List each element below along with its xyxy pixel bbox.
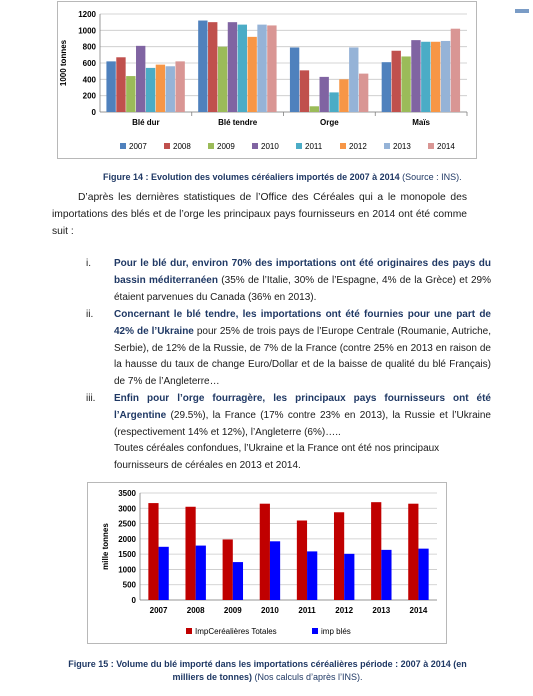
bar-impceréalières-totales [223, 539, 233, 600]
closing-paragraph [114, 441, 488, 475]
bar-2010 [136, 46, 145, 112]
y-tick-label: 3000 [118, 504, 136, 514]
legend-label: 2013 [393, 142, 411, 151]
bar-2011 [146, 68, 155, 112]
category-label: 2013 [372, 606, 391, 615]
list-item-number: iii. [86, 393, 96, 404]
category-label: 2014 [409, 606, 428, 615]
bar-2013 [349, 47, 358, 112]
figure14-chart [57, 1, 477, 159]
y-tick-label: 1500 [118, 550, 136, 560]
figure15-caption-title-2: milliers de tonnes) [172, 672, 252, 682]
intro-text: D’après les dernières statistiques de l’Office des Céréales qui a le monopole des importations des blés et de l’orge les principaux pays fournisseurs en 2014 ont été comme suit : [52, 192, 467, 237]
bar-impceréalières-totales [260, 504, 270, 600]
bar-2009 [218, 47, 227, 112]
figure15-caption-source: (Nos calculs d’après l’INS). [252, 672, 363, 682]
bar-2010 [411, 40, 420, 112]
bar-2009 [310, 106, 319, 112]
category-label: Orge [320, 118, 339, 127]
legend-label: 2007 [129, 142, 147, 151]
bar-2011 [238, 25, 247, 112]
y-tick-label: 1000 [78, 26, 96, 36]
legend-swatch [164, 143, 170, 149]
bar-2007 [106, 61, 115, 112]
list-item-text: (29.5%), la France (17% contre 23% en 2013), la Russie et l’Ukraine (respectivement 14% et 12%), l’Angleterre (6%)….. [114, 409, 491, 438]
legend-swatch [340, 143, 346, 149]
category-label: 2009 [223, 606, 242, 615]
legend-swatch [186, 628, 192, 634]
y-axis-title: 1000 tonnes [59, 39, 68, 87]
legend-swatch [384, 143, 390, 149]
bar-impceréalières-totales [371, 502, 381, 600]
bar-imp-blés [270, 541, 280, 600]
list-item-text: pour 25% de trois pays de l’Europe Centrale (Roumanie, Autriche, Serbie), de 12% de la Russie, de 7% de la France (contre 25% en 2013 en raison de la hausse du taux de change Euro/Dollar et de la baisse de qualité du blé Français) de 7% de l’Angleterre… [114, 325, 491, 388]
y-tick-label: 200 [82, 91, 96, 101]
bar-impceréalières-totales [185, 507, 195, 600]
bar-2011 [421, 42, 430, 112]
legend-swatch [312, 628, 318, 634]
legend-swatch [208, 143, 214, 149]
bar-2014 [451, 29, 460, 112]
category-label: Blé dur [132, 118, 160, 127]
bar-2008 [116, 57, 125, 112]
bar-2010 [320, 77, 329, 112]
bar-2009 [126, 76, 135, 112]
bar-2007 [382, 62, 391, 112]
bar-2012 [156, 65, 165, 112]
y-tick-label: 3500 [118, 489, 136, 498]
legend-label: imp blés [321, 627, 351, 636]
logo [515, 0, 529, 4]
legend-swatch [296, 143, 302, 149]
y-tick-label: 500 [122, 580, 136, 590]
bar-imp-blés [381, 550, 391, 600]
bar-impceréalières-totales [148, 503, 158, 600]
bar-2009 [401, 56, 410, 112]
bar-2008 [208, 22, 217, 112]
y-tick-label: 800 [82, 42, 96, 52]
bar-imp-blés [344, 554, 354, 600]
bar-imp-blés [418, 549, 428, 600]
y-tick-label: 2000 [118, 534, 136, 544]
legend-swatch [120, 143, 126, 149]
bar-2013 [166, 66, 175, 112]
bar-2008 [392, 51, 401, 112]
y-tick-label: 2500 [118, 519, 136, 529]
y-tick-label: 1200 [78, 10, 96, 19]
list-item-highlight: Enfin pour l’orge fourragère, les principaux pays fournisseurs ont été l’Argentine [114, 393, 491, 421]
category-label: 2010 [261, 606, 279, 615]
bar-2013 [257, 25, 266, 112]
category-label: 2012 [335, 606, 354, 615]
legend-swatch [252, 143, 258, 149]
bar-impceréalières-totales [334, 512, 344, 600]
list-item-highlight: Pour le blé dur, environ 70% des importations ont été originaires des pays du bassin méditerranéen [114, 258, 491, 286]
list-item-text: (35% de l’Italie, 30% de l’Espagne, 4% de la Grèce) et 29% étaient parvenues du Canada (36% en 2013). [114, 274, 492, 303]
category-label: Maïs [412, 118, 431, 127]
bar-2014 [267, 25, 276, 112]
bar-impceréalières-totales [408, 504, 418, 600]
category-label: 2008 [186, 606, 205, 615]
bar-imp-blés [233, 562, 243, 600]
bar-2010 [228, 22, 237, 112]
legend-label: 2010 [261, 142, 279, 151]
bar-2012 [247, 37, 256, 112]
list-item-highlight: Concernant le blé tendre, les importations ont été fournies pour une part de 42% de l’Ukraine [114, 309, 491, 337]
y-tick-label: 0 [131, 596, 136, 605]
legend-swatch [428, 143, 434, 149]
bar-2007 [290, 47, 299, 112]
bar-2012 [431, 42, 440, 112]
y-tick-label: 400 [82, 75, 96, 85]
bar-impceréalières-totales [297, 521, 307, 600]
bar-imp-blés [196, 546, 206, 600]
legend-label: ImpCeréalières Totales [195, 627, 277, 636]
bar-imp-blés [159, 547, 169, 600]
figure15-chart [87, 482, 447, 644]
category-label: 2011 [298, 606, 316, 615]
figure14-caption-source: (Source : INS). [399, 172, 462, 182]
figure15-caption-title: Figure 15 : Volume du blé importé dans les importations céréalières période : 2007 à 2014 (en [68, 659, 467, 669]
legend-label: 2014 [437, 142, 455, 151]
intro-paragraph [52, 189, 467, 240]
figure14-caption-title: Figure 14 : Evolution des volumes céréaliers importés de 2007 à 2014 [103, 172, 400, 182]
bar-imp-blés [307, 551, 317, 600]
figure15-caption [40, 658, 495, 684]
figure14-caption [103, 172, 462, 182]
bar-2013 [441, 41, 450, 112]
category-label: 2007 [149, 606, 168, 615]
list-item-number: i. [86, 258, 91, 269]
y-tick-label: 600 [82, 59, 96, 68]
bar-2014 [175, 61, 184, 112]
legend-label: 2008 [173, 142, 191, 151]
closing-text: Toutes céréales confondues, l’Ukraine et la France ont été nos principaux fournisseurs de céréales en 2013 et 2014. [114, 443, 440, 471]
bar-2008 [300, 70, 309, 112]
bar-2011 [329, 92, 338, 112]
y-axis-title: mille tonnes [101, 523, 110, 570]
legend-label: 2011 [305, 142, 323, 151]
legend-label: 2009 [217, 142, 235, 151]
y-tick-label: 1000 [118, 565, 136, 575]
list-item-number: ii. [86, 309, 94, 320]
legend-label: 2012 [349, 142, 367, 151]
category-label: Blé tendre [218, 118, 258, 127]
bar-2007 [198, 21, 207, 112]
bar-2014 [359, 74, 368, 112]
bar-2012 [339, 79, 348, 112]
y-tick-label: 0 [91, 108, 96, 117]
